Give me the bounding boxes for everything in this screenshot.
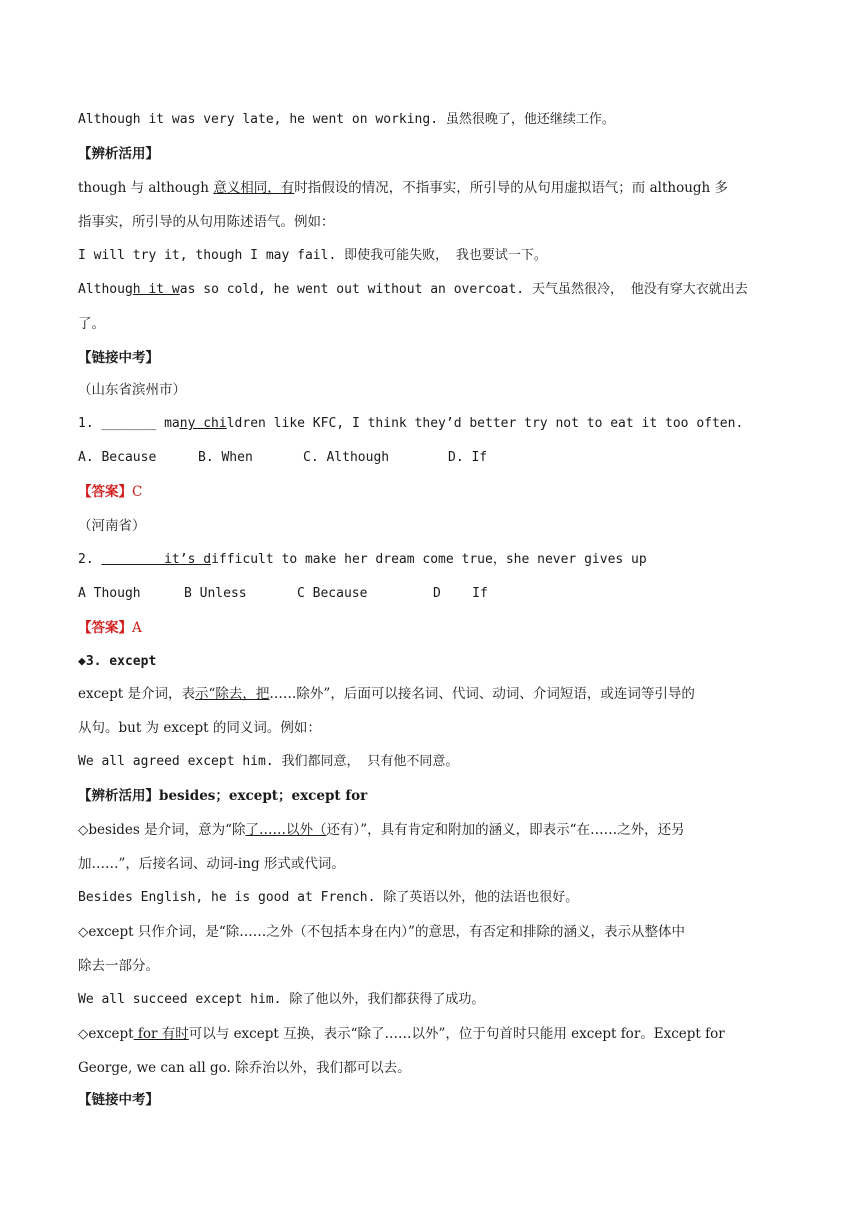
text-span: ◇except <box>78 1026 134 1042</box>
option: B. When <box>198 450 253 465</box>
underlined-text: 意义相同，有 <box>213 180 295 196</box>
paragraph-line: 了。 <box>78 316 105 332</box>
option: C Because <box>297 586 368 601</box>
text-span: ldren like KFC, I think they’d better try not to eat it too often. <box>226 416 744 431</box>
paragraph-line <box>78 820 788 840</box>
text-span: 2. <box>78 552 102 567</box>
example-sentence: Besides English, he is good at French. 除了英语以外，他的法语也很好。 <box>78 890 579 905</box>
underlined-text: it’s d <box>101 552 212 567</box>
example-sentence: We all succeed except him. 除了他以外，我们都获得了成功。 <box>78 992 485 1007</box>
text-span: ……除外”，后面可以接名词、代词、动词、介词短语，或连词等引导的 <box>269 686 695 702</box>
underlined-text: for 有时 <box>133 1026 189 1042</box>
example-sentence: We all agreed except him. 我们都同意， 只有他不同意。 <box>78 754 459 769</box>
section-heading: 【链接中考】 <box>78 1092 159 1108</box>
answer-options <box>78 448 788 468</box>
example-sentence: Although it was very late, he went on working. 虽然很晚了，他还继续工作。 <box>78 112 615 127</box>
text-span: 时指假设的情况，不指事实，所引导的从句用虚拟语气；而 although 多 <box>294 180 729 196</box>
text-span: 可以与 except 互换，表示“除了……以外”，位于句首时只能用 except for。Except for <box>188 1026 725 1042</box>
text-span: though 与 although <box>78 180 214 196</box>
text-span: 还有）”，具有肯定和附加的涵义，即表示“在……之外，还另 <box>326 822 685 838</box>
paragraph-line: ◇except 只作介词，是“除……之外（不包括本身在内）”的意思，有否定和排除的涵义，表示从整体中 <box>78 924 685 940</box>
option: D. If <box>448 450 488 465</box>
paragraph-line <box>78 1024 788 1044</box>
paragraph-line: 加……”，后接名词、动词-ing 形式或代词。 <box>78 856 345 872</box>
option: B Unless <box>184 586 247 601</box>
answer-value: C <box>132 484 143 500</box>
option: C. Although <box>303 450 390 465</box>
text-span: 1. _______ ma <box>78 416 180 431</box>
paragraph-line: 除去一部分。 <box>78 958 159 974</box>
section-heading: ◆3. except <box>78 654 157 669</box>
section-heading: 【辨析活用】besides；except；except for <box>78 788 368 804</box>
question-source: （山东省滨州市） <box>78 382 186 398</box>
answer-line <box>78 482 788 502</box>
text-span: ifficult to make her dream come true，she never gives up <box>211 552 647 567</box>
text-span: as so cold, he went out without an overcoat. 天气虽然很冷， 他没有穿大衣就出去 <box>179 282 748 297</box>
underlined-text: 了……以外（ <box>245 822 327 838</box>
example-sentence: I will try it, though I may fail. 即使我可能失败， 我也要试一下。 <box>78 248 547 263</box>
underlined-text: 示“除去，把 <box>195 686 270 702</box>
paragraph-line: 指事实，所引导的从句用陈述语气。例如： <box>78 214 335 230</box>
option: A Though <box>78 586 141 601</box>
underlined-text: h it w <box>132 282 180 297</box>
text-span: Althoug <box>78 282 133 297</box>
text-span: ◇besides 是介词，意为“除 <box>78 822 246 838</box>
answer-line <box>78 618 788 638</box>
question <box>78 550 788 570</box>
answer-value: A <box>132 620 142 636</box>
paragraph-line <box>78 178 788 198</box>
answer-label: 【答案】 <box>78 484 132 500</box>
option: D If <box>433 586 488 601</box>
section-heading: 【链接中考】 <box>78 350 159 366</box>
text-span: except 是介词，表 <box>78 686 196 702</box>
example-sentence <box>78 280 788 300</box>
question <box>78 414 788 434</box>
question-source: （河南省） <box>78 518 146 534</box>
paragraph-line: George, we can all go. 除乔治以外，我们都可以去。 <box>78 1060 411 1076</box>
underlined-text: ny chi <box>179 416 227 431</box>
section-heading: 【辨析活用】 <box>78 146 159 162</box>
paragraph-line: 从句。but 为 except 的同义词。例如： <box>78 720 321 736</box>
option: A. Because <box>78 450 157 465</box>
paragraph-line <box>78 684 788 704</box>
answer-options <box>78 584 788 604</box>
answer-label: 【答案】 <box>78 620 132 636</box>
